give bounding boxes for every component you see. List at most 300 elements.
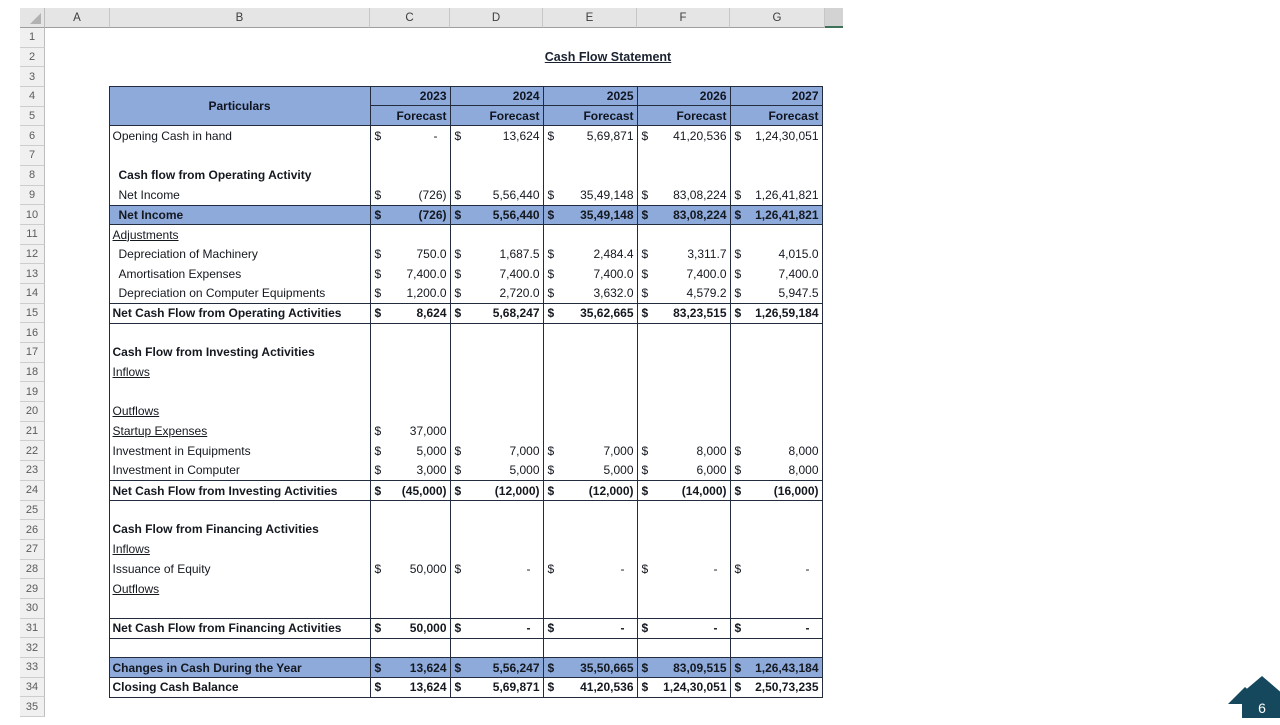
amount: 2,720.0 — [499, 286, 540, 301]
value-cell[interactable] — [730, 539, 822, 559]
value-cell[interactable] — [370, 165, 450, 185]
value-cell[interactable] — [543, 402, 637, 422]
row-label-cell[interactable] — [110, 678, 370, 697]
row-header-1[interactable]: 1 — [20, 28, 45, 48]
value-cell[interactable] — [450, 185, 543, 205]
value-cell[interactable] — [450, 461, 543, 481]
currency-symbol: $ — [641, 561, 649, 576]
row-header-30[interactable]: 30 — [20, 599, 45, 619]
row-header-6[interactable]: 6 — [20, 126, 45, 146]
row-header-3[interactable]: 3 — [20, 67, 45, 87]
value-cell[interactable] — [370, 619, 450, 638]
value-cell[interactable] — [450, 539, 543, 559]
value-cell[interactable] — [543, 342, 637, 362]
value-cell[interactable] — [370, 421, 450, 441]
table-row-12 — [110, 244, 822, 264]
value-cell[interactable] — [450, 639, 543, 658]
value-cell[interactable] — [370, 539, 450, 559]
value-cell[interactable] — [730, 461, 822, 481]
value-cell[interactable] — [450, 421, 543, 441]
row-label-cell[interactable] — [110, 382, 370, 402]
amount: 3,000 — [416, 463, 447, 478]
year-header-cell[interactable]: 2023 — [371, 87, 450, 107]
column-header-a[interactable]: A — [45, 8, 110, 28]
value-cell[interactable] — [370, 342, 450, 362]
table-row-25 — [110, 500, 822, 520]
amount: 7,000 — [603, 443, 634, 458]
value-cell[interactable] — [450, 206, 543, 225]
value-cell[interactable] — [370, 382, 450, 402]
row-label-cell[interactable] — [110, 402, 370, 422]
value-cell[interactable] — [637, 225, 730, 244]
cash-flow-table — [109, 86, 823, 698]
value-cell[interactable] — [730, 206, 822, 225]
row-header-34[interactable]: 34 — [20, 678, 45, 698]
value-cell[interactable] — [730, 520, 822, 540]
value-cell[interactable] — [730, 658, 822, 677]
value-cell[interactable] — [543, 539, 637, 559]
row-header-16[interactable]: 16 — [20, 323, 45, 343]
value-cell[interactable] — [637, 342, 730, 362]
value-cell[interactable] — [543, 619, 637, 638]
value-cell[interactable] — [730, 244, 822, 264]
row-header-26[interactable]: 26 — [20, 520, 45, 540]
year-column — [370, 87, 450, 125]
row-label-cell[interactable] — [110, 324, 370, 343]
value-cell[interactable] — [543, 559, 637, 579]
value-cell[interactable] — [543, 441, 637, 461]
amount: 7,400.0 — [778, 266, 819, 281]
amount: - — [713, 561, 718, 576]
value-cell[interactable] — [543, 206, 637, 225]
row-header-5[interactable]: 5 — [20, 107, 45, 127]
column-header-partial-selected[interactable] — [825, 8, 843, 28]
row-label-cell[interactable] — [110, 481, 370, 500]
amount: 50,000 — [409, 621, 447, 636]
value-cell[interactable] — [543, 639, 637, 658]
row-label: Cash flow from Operating Activity — [118, 168, 312, 183]
value-cell[interactable] — [730, 146, 822, 166]
particulars-header-cell[interactable]: Particulars — [208, 98, 271, 113]
value-cell[interactable] — [637, 639, 730, 658]
value-cell[interactable] — [450, 382, 543, 402]
value-cell[interactable] — [730, 342, 822, 362]
row-header-29[interactable]: 29 — [20, 579, 45, 599]
value-cell[interactable] — [637, 206, 730, 225]
value-cell[interactable] — [543, 283, 637, 303]
value-cell[interactable] — [730, 481, 822, 500]
value-cell[interactable] — [543, 658, 637, 677]
table-row-8 — [110, 165, 822, 185]
value-cell[interactable] — [543, 225, 637, 244]
row-header-31[interactable]: 31 — [20, 619, 45, 639]
value-cell[interactable] — [637, 126, 730, 146]
value-cell[interactable] — [543, 244, 637, 264]
value-cell[interactable] — [730, 362, 822, 382]
column-header-e[interactable]: E — [543, 8, 637, 28]
value-cell[interactable] — [370, 441, 450, 461]
row-label: Inflows — [112, 364, 150, 379]
value-cell[interactable] — [450, 658, 543, 677]
value-cell[interactable] — [543, 264, 637, 284]
column-header-d[interactable]: D — [450, 8, 543, 28]
value-cell[interactable] — [370, 146, 450, 166]
value-cell[interactable] — [730, 382, 822, 402]
value-cell[interactable] — [450, 520, 543, 540]
amount: 13,624 — [502, 128, 540, 143]
row-header-7[interactable]: 7 — [20, 146, 45, 166]
value-cell[interactable] — [730, 185, 822, 205]
forecast-header-cell[interactable]: Forecast — [489, 108, 540, 123]
currency-symbol: $ — [641, 306, 649, 321]
row-label-cell[interactable] — [110, 304, 370, 323]
value-cell[interactable] — [543, 579, 637, 599]
value-cell[interactable] — [637, 402, 730, 422]
row-label-cell[interactable] — [110, 362, 370, 382]
value-cell[interactable] — [543, 146, 637, 166]
value-cell[interactable] — [370, 126, 450, 146]
value-cell[interactable] — [730, 421, 822, 441]
value-cell[interactable] — [730, 283, 822, 303]
row-header-19[interactable]: 19 — [20, 382, 45, 402]
forecast-header-cell[interactable]: Forecast — [396, 108, 447, 123]
value-cell[interactable] — [730, 598, 822, 618]
table-row-27 — [110, 539, 822, 559]
row-label-cell[interactable] — [110, 165, 370, 185]
value-cell[interactable] — [730, 402, 822, 422]
value-cell[interactable] — [370, 283, 450, 303]
value-cell[interactable] — [637, 283, 730, 303]
currency-symbol: $ — [547, 680, 555, 695]
value-cell[interactable] — [543, 165, 637, 185]
amount: (12,000) — [588, 483, 634, 498]
row-header-27[interactable]: 27 — [20, 540, 45, 560]
amount: 1,26,43,184 — [755, 660, 819, 675]
row-header-22[interactable]: 22 — [20, 441, 45, 461]
amount: 2,50,73,235 — [755, 680, 819, 695]
value-cell[interactable] — [637, 382, 730, 402]
value-cell[interactable] — [450, 146, 543, 166]
amount: - — [620, 621, 625, 636]
value-cell[interactable] — [370, 185, 450, 205]
currency-symbol: $ — [734, 246, 742, 261]
value-cell[interactable] — [730, 304, 822, 323]
value-cell[interactable] — [370, 520, 450, 540]
value-cell[interactable] — [370, 639, 450, 658]
row-header-33[interactable]: 33 — [20, 658, 45, 678]
value-cell[interactable] — [637, 362, 730, 382]
value-cell[interactable] — [730, 225, 822, 244]
value-cell[interactable] — [637, 559, 730, 579]
amount: 35,49,148 — [580, 187, 634, 202]
value-cell[interactable] — [637, 146, 730, 166]
value-cell[interactable] — [637, 441, 730, 461]
value-cell[interactable] — [730, 579, 822, 599]
table-row-30 — [110, 598, 822, 618]
value-cell[interactable] — [730, 264, 822, 284]
value-cell[interactable] — [370, 402, 450, 422]
row-label-cell[interactable] — [110, 126, 370, 146]
amount: 7,400.0 — [686, 266, 727, 281]
value-cell[interactable] — [543, 501, 637, 520]
row-label: Cash Flow from Financing Activities — [112, 522, 319, 537]
value-cell[interactable] — [370, 461, 450, 481]
amount: 8,000 — [788, 443, 819, 458]
value-cell[interactable] — [370, 678, 450, 697]
value-cell[interactable] — [450, 283, 543, 303]
column-headers — [20, 8, 843, 28]
currency-symbol: $ — [547, 128, 555, 143]
value-cell[interactable] — [543, 598, 637, 618]
value-cell[interactable] — [637, 264, 730, 284]
row-label-cell[interactable] — [110, 461, 370, 481]
row-header-8[interactable]: 8 — [20, 166, 45, 186]
value-cell[interactable] — [730, 165, 822, 185]
value-cell[interactable] — [450, 264, 543, 284]
row-header-23[interactable]: 23 — [20, 461, 45, 481]
year-column — [730, 87, 822, 125]
value-cell[interactable] — [370, 244, 450, 264]
value-cell[interactable] — [543, 362, 637, 382]
row-label-cell[interactable] — [110, 283, 370, 303]
column-header-g[interactable]: G — [730, 8, 825, 28]
currency-symbol: $ — [454, 463, 462, 478]
value-cell[interactable] — [450, 225, 543, 244]
value-cell[interactable] — [450, 362, 543, 382]
row-header-15[interactable]: 15 — [20, 304, 45, 324]
value-cell[interactable] — [543, 678, 637, 697]
value-cell[interactable] — [370, 501, 450, 520]
row-header-2[interactable]: 2 — [20, 48, 45, 68]
value-cell[interactable] — [370, 579, 450, 599]
row-header-14[interactable]: 14 — [20, 284, 45, 304]
row-header-20[interactable]: 20 — [20, 402, 45, 422]
value-cell[interactable] — [637, 461, 730, 481]
currency-symbol: $ — [374, 187, 382, 202]
value-cell[interactable] — [370, 598, 450, 618]
row-header-12[interactable]: 12 — [20, 245, 45, 265]
value-cell[interactable] — [450, 244, 543, 264]
row-label-cell[interactable] — [110, 441, 370, 461]
value-cell[interactable] — [730, 619, 822, 638]
currency-symbol: $ — [374, 128, 382, 143]
value-cell[interactable] — [543, 520, 637, 540]
row-label-cell[interactable] — [110, 342, 370, 362]
value-cell[interactable] — [450, 619, 543, 638]
amount: 4,015.0 — [778, 246, 819, 261]
value-cell[interactable] — [730, 441, 822, 461]
currency-symbol: $ — [454, 660, 462, 675]
amount: 35,50,665 — [580, 660, 634, 675]
value-cell[interactable] — [637, 304, 730, 323]
forecast-header-cell[interactable]: Forecast — [676, 108, 727, 123]
table-row-11 — [110, 224, 822, 244]
value-cell[interactable] — [370, 481, 450, 500]
row-headers — [20, 28, 45, 717]
value-cell[interactable] — [637, 678, 730, 697]
value-cell[interactable] — [543, 324, 637, 343]
year-column — [450, 87, 543, 125]
row-label-cell[interactable] — [110, 244, 370, 264]
table-row-10 — [110, 205, 822, 225]
currency-symbol: $ — [734, 286, 742, 301]
row-label: Cash Flow from Investing Activities — [112, 345, 315, 360]
table-row-18 — [110, 362, 822, 382]
row-label-cell[interactable] — [110, 146, 370, 166]
table-row-26 — [110, 520, 822, 540]
value-cell[interactable] — [450, 441, 543, 461]
amount: - — [620, 561, 625, 576]
value-cell[interactable] — [450, 481, 543, 500]
currency-symbol: $ — [641, 680, 649, 695]
value-cell[interactable] — [637, 165, 730, 185]
value-cell[interactable] — [637, 421, 730, 441]
row-header-13[interactable]: 13 — [20, 264, 45, 284]
value-cell[interactable] — [637, 619, 730, 638]
row-header-21[interactable]: 21 — [20, 422, 45, 442]
row-header-4[interactable]: 4 — [20, 87, 45, 107]
value-cell[interactable] — [450, 501, 543, 520]
value-cell[interactable] — [450, 165, 543, 185]
value-cell[interactable] — [543, 421, 637, 441]
row-label-cell[interactable] — [110, 520, 370, 540]
year-header-cell[interactable]: 2025 — [544, 87, 637, 107]
forecast-header-cell[interactable]: Forecast — [768, 108, 819, 123]
table-row-32 — [110, 638, 822, 658]
value-cell[interactable] — [450, 342, 543, 362]
row-header-18[interactable]: 18 — [20, 363, 45, 383]
year-header-cell[interactable]: 2024 — [451, 87, 543, 107]
currency-symbol: $ — [641, 443, 649, 458]
value-cell[interactable] — [370, 324, 450, 343]
row-label-cell[interactable] — [110, 658, 370, 677]
currency-symbol: $ — [374, 660, 382, 675]
value-cell[interactable] — [637, 185, 730, 205]
value-cell[interactable] — [543, 185, 637, 205]
amount: 5,000 — [416, 443, 447, 458]
row-header-35[interactable]: 35 — [20, 697, 45, 717]
amount: 3,311.7 — [687, 246, 727, 261]
table-header — [110, 87, 822, 126]
row-header-24[interactable]: 24 — [20, 481, 45, 501]
row-label-cell[interactable] — [110, 501, 370, 520]
value-cell[interactable] — [637, 244, 730, 264]
row-label-cell[interactable] — [110, 539, 370, 559]
table-row-31 — [110, 618, 822, 638]
amount: (14,000) — [681, 483, 727, 498]
value-cell[interactable] — [637, 539, 730, 559]
value-cell[interactable] — [730, 639, 822, 658]
value-cell[interactable] — [370, 658, 450, 677]
row-header-9[interactable]: 9 — [20, 186, 45, 206]
value-cell[interactable] — [730, 324, 822, 343]
value-cell[interactable] — [370, 559, 450, 579]
sheet-title[interactable]: Cash Flow Statement — [544, 50, 672, 64]
value-cell[interactable] — [450, 402, 543, 422]
table-row-23 — [110, 461, 822, 481]
currency-symbol: $ — [374, 207, 382, 222]
value-cell[interactable] — [730, 126, 822, 146]
table-row-33 — [110, 657, 822, 677]
value-cell[interactable] — [543, 461, 637, 481]
row-label-cell[interactable] — [110, 185, 370, 205]
logo-number: 6 — [1258, 700, 1266, 716]
value-cell[interactable] — [450, 678, 543, 697]
value-cell[interactable] — [543, 304, 637, 323]
value-cell[interactable] — [543, 126, 637, 146]
value-cell[interactable] — [450, 304, 543, 323]
value-cell[interactable] — [730, 559, 822, 579]
value-cell[interactable] — [370, 206, 450, 225]
value-cell[interactable] — [543, 481, 637, 500]
value-cell[interactable] — [450, 324, 543, 343]
value-cell[interactable] — [637, 501, 730, 520]
value-cell[interactable] — [637, 579, 730, 599]
table-row-29 — [110, 579, 822, 599]
table-row-9 — [110, 185, 822, 205]
value-cell[interactable] — [637, 520, 730, 540]
value-cell[interactable] — [637, 598, 730, 618]
row-label-cell[interactable] — [110, 559, 370, 579]
value-cell[interactable] — [450, 598, 543, 618]
value-cell[interactable] — [637, 481, 730, 500]
value-cell[interactable] — [730, 678, 822, 697]
value-cell[interactable] — [450, 126, 543, 146]
row-label-cell[interactable] — [110, 225, 370, 244]
year-header-cell[interactable]: 2027 — [731, 87, 822, 107]
currency-symbol: $ — [641, 128, 649, 143]
row-label-cell[interactable] — [110, 619, 370, 638]
row-label-cell[interactable] — [110, 264, 370, 284]
currency-symbol: $ — [641, 246, 649, 261]
row-header-28[interactable]: 28 — [20, 560, 45, 580]
value-cell[interactable] — [370, 304, 450, 323]
row-header-32[interactable]: 32 — [20, 638, 45, 658]
amount: 8,000 — [696, 443, 727, 458]
value-cell[interactable] — [370, 225, 450, 244]
value-cell[interactable] — [370, 362, 450, 382]
row-label-cell[interactable] — [110, 421, 370, 441]
value-cell[interactable] — [637, 658, 730, 677]
row-header-11[interactable]: 11 — [20, 225, 45, 245]
row-header-25[interactable]: 25 — [20, 501, 45, 521]
value-cell[interactable] — [370, 264, 450, 284]
currency-symbol: $ — [547, 286, 555, 301]
row-label: Depreciation of Machinery — [118, 246, 258, 261]
row-header-17[interactable]: 17 — [20, 343, 45, 363]
table-row-19 — [110, 382, 822, 402]
value-cell[interactable] — [450, 559, 543, 579]
row-label-cell[interactable] — [110, 206, 370, 225]
amount: 13,624 — [409, 680, 447, 695]
year-header-cell[interactable]: 2026 — [638, 87, 730, 107]
table-row-21 — [110, 421, 822, 441]
value-cell[interactable] — [450, 579, 543, 599]
row-label-cell[interactable] — [110, 579, 370, 599]
column-header-c[interactable]: C — [370, 8, 450, 28]
value-cell[interactable] — [543, 382, 637, 402]
year-column — [543, 87, 637, 125]
select-all-corner[interactable] — [20, 8, 45, 28]
row-header-10[interactable]: 10 — [20, 205, 45, 225]
row-label-cell[interactable] — [110, 639, 370, 658]
column-header-b[interactable]: B — [110, 8, 370, 28]
row-label-cell[interactable] — [110, 598, 370, 618]
value-cell[interactable] — [730, 501, 822, 520]
column-header-f[interactable]: F — [637, 8, 730, 28]
value-cell[interactable] — [637, 324, 730, 343]
forecast-header-cell[interactable]: Forecast — [583, 108, 634, 123]
